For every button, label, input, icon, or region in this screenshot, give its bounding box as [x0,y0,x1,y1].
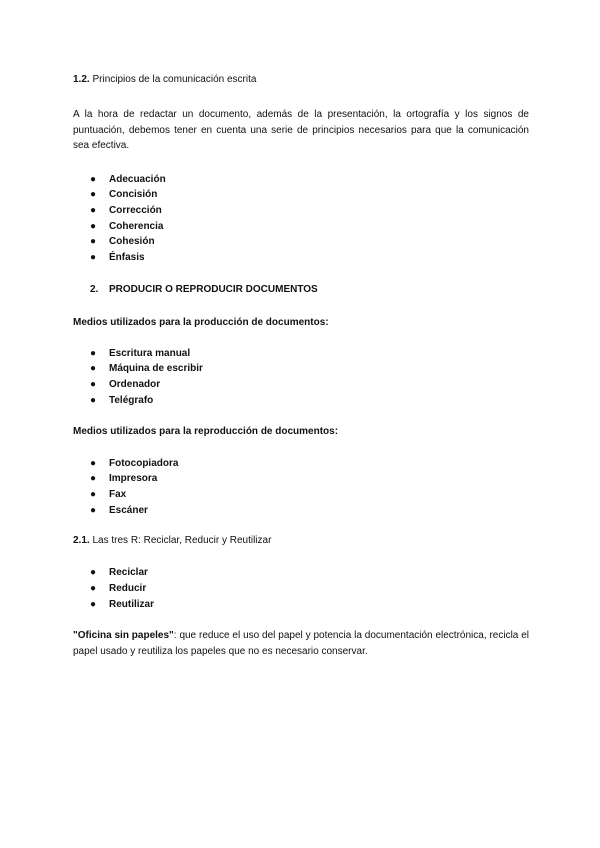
oficina-text: : que reduce el uso del papel y potencia la documentación electrónica, recicla el papel usado y reutiliza los papeles que no es necesario conservar. [73,630,530,657]
section-number: 2.1. [73,535,90,547]
oficina-label: "Oficina sin papeles" [73,630,174,642]
bullet-icon: ● [90,457,97,469]
bullet-icon: ● [90,583,97,595]
bullet-icon: ● [90,567,97,579]
section-title: Principios de la comunicación escrita [92,74,257,85]
three-r-list [73,565,529,612]
list-item: ● Reutilizar [73,597,529,613]
list-item: ● Corrección [73,203,529,219]
list-item: ● Máquina de escribir [73,361,529,377]
production-label: Medios utilizados para la producción de documentos: [73,316,329,328]
bullet-icon: ● [90,204,97,216]
list-item: ● Coherencia [73,219,529,235]
list-item: ● Escritura manual [73,346,529,362]
section-2-heading [73,283,529,297]
list-item: ● Énfasis [73,250,529,266]
list-item: ● Ordenador [73,377,529,393]
reproduction-list [73,456,529,519]
section-1-2-heading [73,73,529,87]
bullet-icon: ● [90,504,97,516]
list-item: ● Escáner [73,503,529,519]
bullet-icon: ● [90,347,97,359]
list-item: ● Cohesión [73,234,529,250]
list-item: ● Impresora [73,471,529,487]
bullet-icon: ● [90,220,97,232]
bullet-icon: ● [90,394,97,406]
bullet-icon: ● [90,473,97,485]
intro-paragraph: A la hora de redactar un documento, además de la presentación, la ortografía y los signos de puntuación, debemos tener en cuenta una serie de principios necesarios para que la comunicación sea efectiva. [73,109,529,151]
section-2-1-heading [73,534,529,548]
bullet-icon: ● [90,598,97,610]
section-title: PRODUCIR O REPRODUCIR DOCUMENTOS [109,283,318,295]
principles-list [73,172,529,266]
reproduction-label: Medios utilizados para la reproducción de documentos: [73,425,339,437]
section-number: 1.2. [73,74,90,85]
bullet-icon: ● [90,173,97,185]
section-title: Las tres R: Reciclar, Reducir y Reutilizar [92,535,272,547]
list-item: ● Fax [73,487,529,503]
document-content [73,73,529,659]
list-item: ● Concisión [73,187,529,203]
list-item: ● Reciclar [73,565,529,581]
oficina-paragraph [73,628,529,659]
bullet-icon: ● [90,252,97,264]
production-list [73,346,529,409]
section-number: 2. [90,283,99,295]
list-item: ● Telégrafo [73,393,529,409]
bullet-icon: ● [90,488,97,500]
bullet-icon: ● [90,189,97,201]
list-item: ● Reducir [73,581,529,597]
list-item: ● Adecuación [73,172,529,188]
list-item: ● Fotocopiadora [73,456,529,472]
bullet-icon: ● [90,236,97,248]
bullet-icon: ● [90,379,97,391]
bullet-icon: ● [90,363,97,375]
